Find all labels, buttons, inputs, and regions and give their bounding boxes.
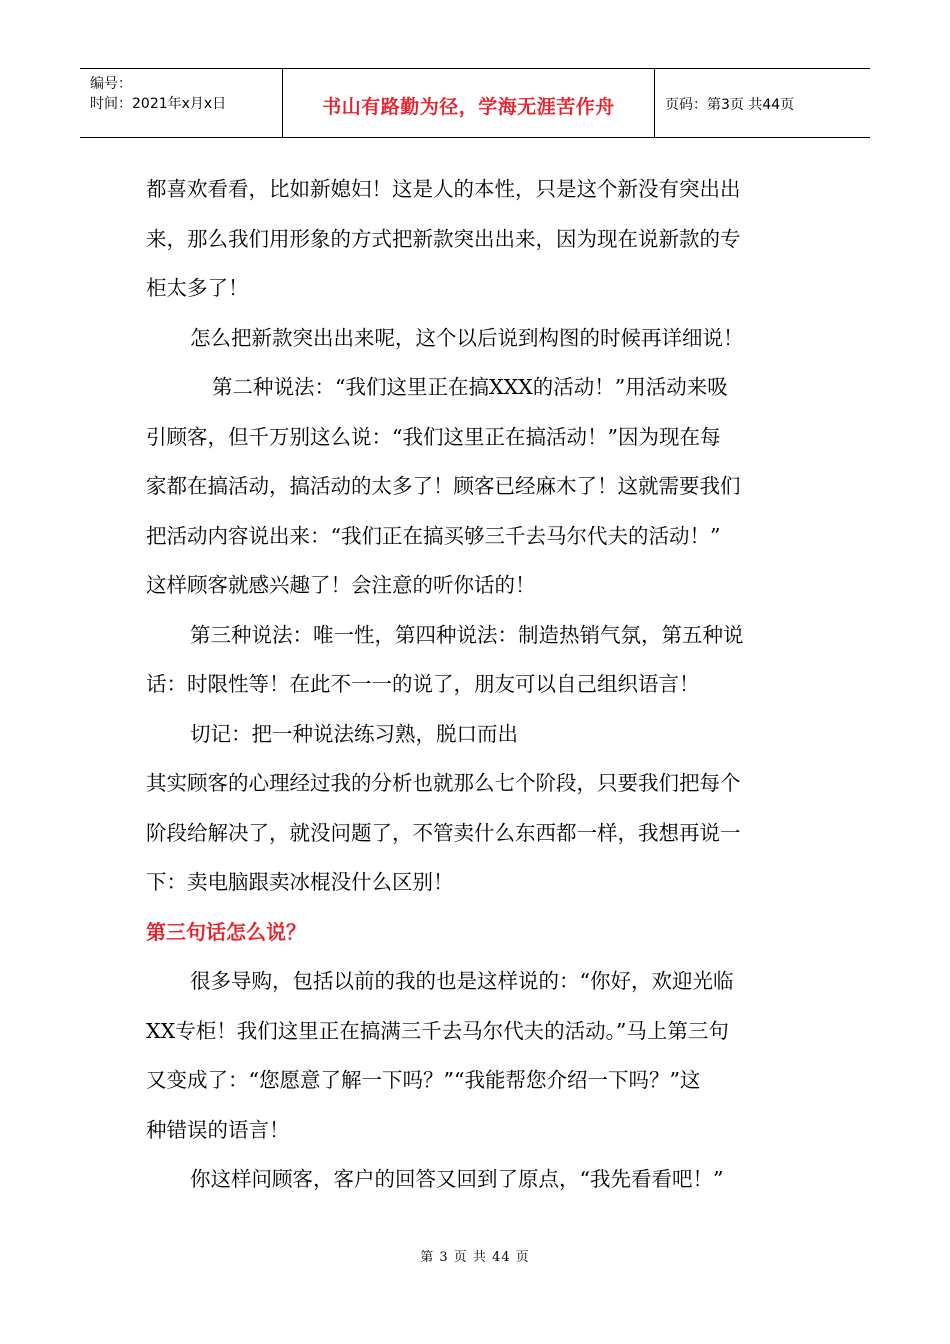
body-line: 很多导购，包括以前的我的也是这样说的：“你好，欢迎光临 [190,969,734,993]
page-header [80,68,870,138]
body-line: 阶段给解决了，就没问题了，不管卖什么东西都一样，我想再说一 [146,820,741,845]
body-line: XX专柜！我们这里正在搞满三千去马尔代夫的活动。”马上第三句 [146,1018,729,1043]
body-line: 引顾客，但千万别这么说：“我们这里正在搞活动！”因为现在每 [146,424,721,449]
body-line: 第三种说法：唯一性，第四种说法：制造热销气氛，第五种说 [190,622,744,647]
header-page-cell [655,69,870,137]
body-line: 来，那么我们用形象的方式把新款突出出来，因为现在说新款的专 [146,226,741,251]
page-footer: 第 3 页 共 44 页 [420,1250,530,1265]
body-line: 下：卖电脑跟卖冰棍没什么区别！ [146,870,454,894]
body-line: 又变成了：“您愿意了解一下吗？”“我能帮您介绍一下吗？”这 [146,1068,701,1092]
body-line: 把活动内容说出来：“我们正在搞买够三千去马尔代夫的活动！” [146,523,721,548]
body-line: 第二种说法：“我们这里正在搞XXX的活动！”用活动来吸 [212,375,728,399]
header-motto: 书山有路勤为径，学海无涯苦作舟 [322,96,615,118]
body-line: 柜太多了！ [146,276,249,300]
body-line: 你这样问顾客，客户的回答又回到了原点，“我先看看吧！” [190,1167,724,1191]
section-heading: 第三句话怎么说？ [146,919,306,944]
body-line: 其实顾客的心理经过我的分析也就那么七个阶段，只要我们把每个 [146,771,741,795]
body-line: 都喜欢看看，比如新媳妇！这是人的本性，只是这个新没有突出出 [146,177,741,201]
body-line: 话：时限性等！在此不一一的说了，朋友可以自己组织语言！ [146,672,700,696]
document-number-label: 编号： [90,76,132,92]
header-motto-cell [283,69,655,137]
document-date-label: 时间：2021年x月x日 [90,96,227,112]
header-info-cell [80,69,283,137]
body-line: 种错误的语言！ [146,1117,290,1142]
body-line: 这样顾客就感兴趣了！会注意的听你话的！ [146,573,536,597]
body-line: 怎么把新款突出出来呢，这个以后说到构图的时候再详细说！ [190,325,744,350]
header-page-number: 页码：第3页 共44页 [665,97,795,113]
document-body [146,165,796,1205]
body-line: 家都在搞活动，搞活动的太多了！顾客已经麻木了！这就需要我们 [146,474,741,498]
body-line: 切记：把一种说法练习熟，脱口而出 [190,721,518,746]
